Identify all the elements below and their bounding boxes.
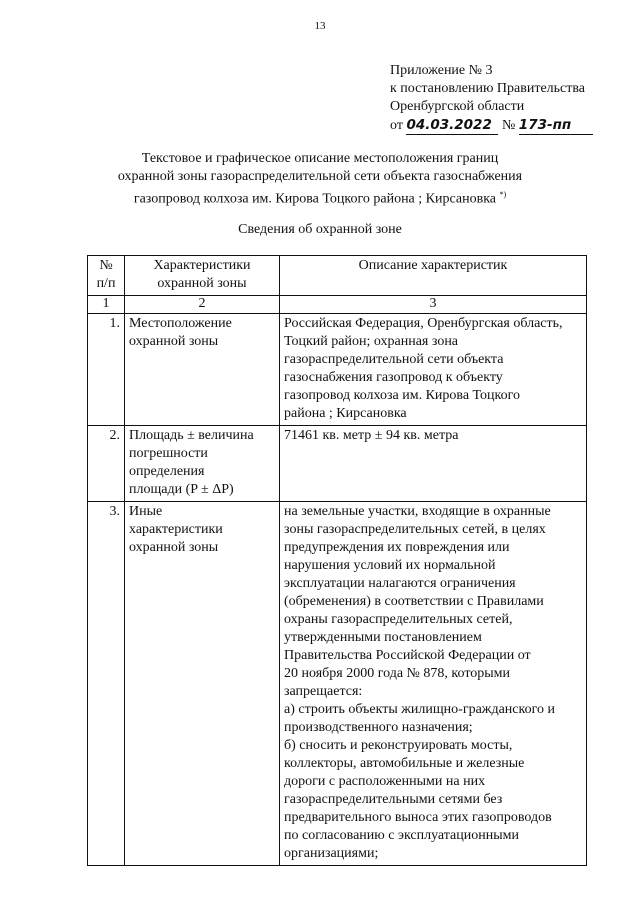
description-line: утвержденными постановлением bbox=[284, 630, 482, 645]
appendix-title: Приложение № 3 bbox=[390, 63, 493, 78]
description-line: коллекторы, автомобильные и железные bbox=[284, 756, 525, 771]
description-line: газораспределительной сети объекта bbox=[284, 352, 504, 367]
table-header-row bbox=[88, 256, 587, 296]
header-characteristic-line: охранной зоны bbox=[157, 276, 247, 291]
page-number: 13 bbox=[314, 20, 326, 32]
table-index-row bbox=[88, 296, 587, 314]
description-line: б) сносить и реконструировать мосты, bbox=[284, 738, 513, 753]
description-line: дороги с расположенными на них bbox=[284, 774, 486, 789]
section-title: Сведения об охранной зоне bbox=[238, 222, 402, 237]
description-line: на земельные участки, входящие в охранные bbox=[284, 504, 551, 519]
row-description bbox=[280, 426, 587, 502]
table-row bbox=[88, 426, 587, 502]
number-prefix: № bbox=[501, 118, 516, 133]
title-line-3-text: газопровод колхоза им. Кирова Тоцкого района ; Кирсановка bbox=[133, 191, 496, 207]
description-line: района ; Кирсановка bbox=[284, 406, 407, 421]
description-line: 71461 кв. метр ± 94 кв. метра bbox=[284, 428, 459, 443]
appendix-block bbox=[390, 62, 593, 135]
handwritten-date: 04.03.2022 bbox=[406, 116, 498, 135]
characteristic-line: охранной зоны bbox=[129, 540, 219, 555]
description-line: предварительного выноса этих газопроводов bbox=[284, 810, 552, 825]
description-line: газораспределительными сетями без bbox=[284, 792, 503, 807]
description-line: (обременения) в соответствии с Правилами bbox=[284, 594, 544, 609]
appendix-date-line bbox=[390, 116, 593, 135]
header-characteristic bbox=[125, 256, 280, 296]
description-line: Тоцкий район; охранная зона bbox=[284, 334, 459, 349]
title-line-3 bbox=[0, 186, 640, 209]
header-description: Описание характеристик bbox=[280, 256, 587, 296]
title-line-2: охранной зоны газораспределительной сети объекта газоснабжения bbox=[117, 169, 523, 184]
description-line: охраны газораспределительных сетей, bbox=[284, 612, 513, 627]
description-line: производственного назначения; bbox=[284, 720, 473, 735]
table-row bbox=[88, 314, 587, 426]
header-num-line: п/п bbox=[96, 276, 116, 291]
description-line: по согласованию с эксплуатационными bbox=[284, 828, 519, 843]
appendix-line-decree: к постановлению Правительства bbox=[390, 81, 586, 96]
row-number: 3. bbox=[88, 502, 125, 866]
header-num-line: № bbox=[99, 258, 113, 273]
date-prefix: от bbox=[390, 118, 403, 133]
row-number: 1. bbox=[88, 314, 125, 426]
description-line: а) строить объекты жилищно-гражданского и bbox=[284, 702, 555, 717]
description-line: Правительства Российской Федерации от bbox=[284, 648, 531, 663]
index-cell: 3 bbox=[280, 296, 587, 314]
appendix-line-region: Оренбургской области bbox=[390, 99, 525, 114]
row-characteristic bbox=[125, 502, 280, 866]
characteristic-line: охранной зоны bbox=[129, 334, 219, 349]
row-description bbox=[280, 314, 587, 426]
title-line-1: Текстовое и графическое описание местоположения границ bbox=[141, 151, 499, 166]
index-cell: 2 bbox=[125, 296, 280, 314]
description-line: 20 ноября 2000 года № 878, которыми bbox=[284, 666, 511, 681]
description-line: нарушения условий их нормальной bbox=[284, 558, 496, 573]
index-cell: 1 bbox=[88, 296, 125, 314]
description-line: эксплуатации налагаются ограничения bbox=[284, 576, 516, 591]
description-line: организациями; bbox=[284, 846, 379, 861]
document-title bbox=[0, 150, 640, 209]
row-description bbox=[280, 502, 587, 866]
characteristic-line: характеристики bbox=[129, 522, 223, 537]
description-line: Российская Федерация, Оренбургская область, bbox=[284, 316, 563, 331]
description-line: запрещается: bbox=[284, 684, 363, 699]
table-row bbox=[88, 502, 587, 866]
row-number: 2. bbox=[88, 426, 125, 502]
description-line: газопровод колхоза им. Кирова Тоцкого bbox=[284, 388, 521, 403]
description-line: зоны газораспределительных сетей, в целях bbox=[284, 522, 546, 537]
row-characteristic bbox=[125, 426, 280, 502]
header-num bbox=[88, 256, 125, 296]
description-line: предупреждения их повреждения или bbox=[284, 540, 510, 555]
description-line: газоснабжения газопровод к объекту bbox=[284, 370, 503, 385]
zone-info-table bbox=[87, 255, 587, 866]
characteristic-line: определения bbox=[129, 464, 205, 479]
characteristic-line: погрешности bbox=[129, 446, 208, 461]
footnote-mark: *) bbox=[499, 190, 507, 199]
characteristic-line: Местоположение bbox=[129, 316, 232, 331]
characteristic-line: площади (P ± ΔP) bbox=[129, 482, 234, 497]
handwritten-number: 173-пп bbox=[519, 116, 593, 135]
row-characteristic bbox=[125, 314, 280, 426]
characteristic-line: Площадь ± величина bbox=[129, 428, 254, 443]
header-characteristic-line: Характеристики bbox=[153, 258, 251, 273]
characteristic-line: Иные bbox=[129, 504, 163, 519]
